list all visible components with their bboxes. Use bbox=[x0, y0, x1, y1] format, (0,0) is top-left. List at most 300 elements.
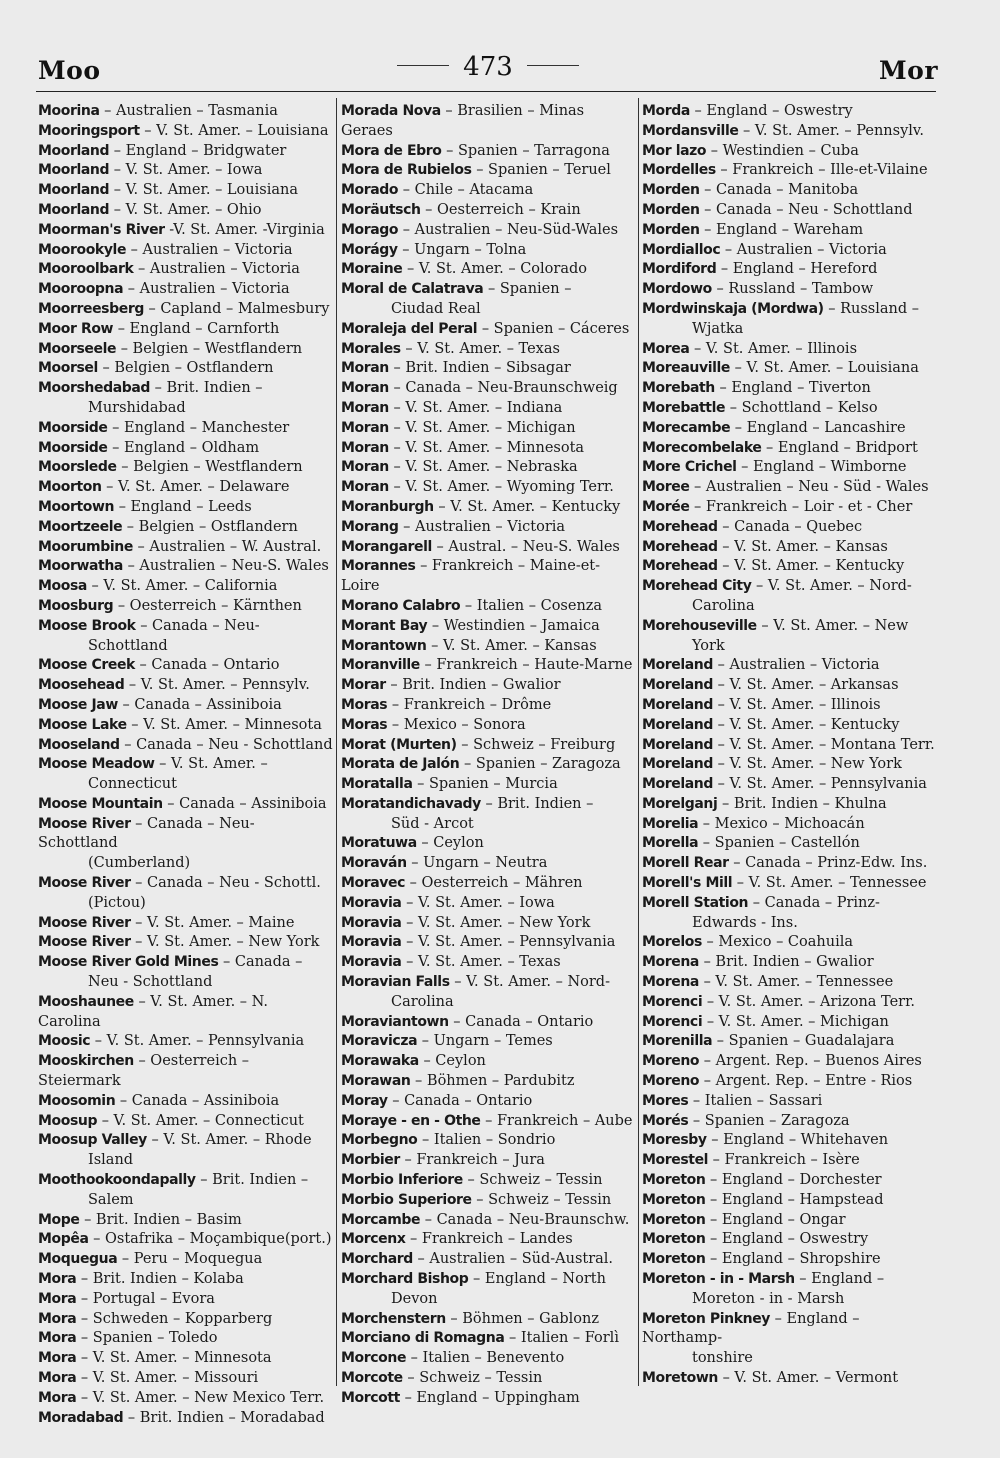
entry-term: Morangarell bbox=[341, 538, 432, 555]
entry-term: Morcenx bbox=[341, 1231, 406, 1248]
entry bbox=[38, 379, 334, 419]
entry bbox=[642, 300, 940, 340]
entry-term: Moreland bbox=[642, 716, 713, 733]
entry-term: Moreland bbox=[642, 776, 713, 793]
entry-term: Mordansville bbox=[642, 122, 739, 139]
entry-term: Moosup Valley bbox=[38, 1132, 147, 1149]
entry-term: Moratandichavady bbox=[341, 795, 481, 812]
entry-continuation: Island bbox=[88, 1152, 134, 1169]
entry-term: Morawan bbox=[341, 1073, 411, 1090]
entry bbox=[38, 1211, 334, 1231]
entry-location: – Canada – Assiniboia bbox=[115, 1092, 280, 1109]
entry-term: Mora de Ebro bbox=[341, 142, 442, 159]
entry-location: – Frankreich – Loir - et - Cher bbox=[689, 498, 913, 515]
entry-location: – Canada – Neu-Schottland bbox=[38, 815, 255, 852]
entry bbox=[38, 696, 334, 716]
entry-location: – V. St. Amer. – Michigan bbox=[702, 1013, 889, 1030]
entry-term: Moresby bbox=[642, 1132, 707, 1149]
entry-location: – Canada – Ontario bbox=[387, 1092, 533, 1109]
entry-term: Moran bbox=[341, 399, 389, 416]
entry bbox=[38, 280, 334, 300]
entry-location: – V. St. Amer. – Nord- bbox=[449, 974, 610, 991]
entry bbox=[341, 656, 637, 676]
entry bbox=[642, 1013, 940, 1033]
entry-continuation: Carolina bbox=[692, 597, 755, 614]
entry-term: Morbio Inferiore bbox=[341, 1172, 463, 1189]
entry-term: Morelia bbox=[642, 815, 699, 832]
entry bbox=[341, 894, 637, 914]
entry bbox=[642, 1310, 940, 1369]
entry-term: Mora bbox=[38, 1370, 77, 1386]
entry-continuation: Moreton - in - Marsh bbox=[692, 1290, 845, 1307]
entry-term: Moran bbox=[341, 459, 389, 476]
entry bbox=[341, 1092, 637, 1112]
entry bbox=[642, 241, 940, 261]
entry-continuation: Salem bbox=[88, 1191, 134, 1208]
entry bbox=[642, 1052, 940, 1072]
entry-location: – Canada – Ontario bbox=[134, 657, 280, 674]
entry bbox=[341, 1230, 637, 1250]
entry-term: Morda bbox=[642, 103, 690, 119]
entry-location: – V. St. Amer. – Tennessee bbox=[732, 875, 927, 892]
entry bbox=[38, 498, 334, 518]
entry-location: – England – Hereford bbox=[716, 261, 878, 278]
entry-term: Mores bbox=[642, 1092, 689, 1109]
entry bbox=[38, 736, 334, 756]
entry bbox=[341, 874, 637, 894]
page-number: 473 bbox=[463, 52, 513, 82]
entry-term: Moran bbox=[341, 419, 389, 436]
entry-term: Moran bbox=[341, 360, 389, 377]
entry bbox=[642, 834, 940, 854]
entry-location: – V. St. Amer. – Pennsylvania bbox=[401, 934, 616, 951]
entry bbox=[341, 775, 637, 795]
entry-term: Morés bbox=[642, 1112, 689, 1129]
entry bbox=[642, 1369, 940, 1389]
entry-location: – Australien – W. Austral. bbox=[132, 538, 322, 555]
entry bbox=[642, 973, 940, 993]
entry-term: Mooseland bbox=[38, 736, 120, 753]
entry-term: Morata de Jalón bbox=[341, 756, 460, 773]
entry bbox=[38, 1290, 334, 1310]
entry bbox=[642, 815, 940, 835]
entry-term: Moreton bbox=[642, 1191, 706, 1208]
entry-term: Moravia bbox=[341, 934, 402, 951]
entry-location: – Spanien – Toledo bbox=[76, 1330, 218, 1347]
entry-location: – V. St. Amer. – Wyoming Terr. bbox=[388, 479, 614, 496]
entry bbox=[341, 1369, 637, 1389]
entry-location: – Frankreich – Aube bbox=[480, 1112, 633, 1129]
entry bbox=[38, 201, 334, 221]
entry-term: Moorside bbox=[38, 439, 108, 456]
entry-term: Moreland bbox=[642, 736, 713, 753]
entry bbox=[642, 1112, 940, 1132]
entry bbox=[341, 617, 637, 637]
entry bbox=[341, 1112, 637, 1132]
entry-location: – Belgien – Ostflandern bbox=[122, 518, 298, 535]
entry-location: – Westindien – Cuba bbox=[706, 142, 859, 159]
entry-location: – Canada – Manitoba bbox=[699, 182, 859, 199]
entry-term: Moorside bbox=[38, 419, 108, 436]
entry-term: Morenilla bbox=[642, 1033, 713, 1050]
entry-location: – V. St. Amer. – Texas bbox=[400, 340, 560, 357]
entry bbox=[642, 676, 940, 696]
entry-location: – V. St. Amer. – N. Carolina bbox=[38, 993, 269, 1030]
entry-location: – England – Ongar bbox=[705, 1211, 846, 1228]
entry-location: – Schweiz – Tessin bbox=[402, 1370, 543, 1386]
entry-location: – Brit. Indien – Gwalior bbox=[698, 954, 874, 971]
entry-location: – Peru – Moquegua bbox=[117, 1251, 263, 1268]
entry bbox=[642, 993, 940, 1013]
entry-location: – Frankreich – Landes bbox=[405, 1231, 573, 1248]
entry-term: Moreauville bbox=[642, 360, 730, 377]
entry bbox=[38, 439, 334, 459]
entry bbox=[642, 379, 940, 399]
entry bbox=[341, 379, 637, 399]
entry-location: – Russland – Tambow bbox=[711, 281, 874, 298]
entry-location: – V. St. Amer. – Pennsylvania bbox=[90, 1033, 305, 1050]
entry-location: – England – Bridgwater bbox=[109, 142, 287, 159]
entry bbox=[642, 755, 940, 775]
entry-location: – Brit. Indien – bbox=[195, 1172, 309, 1189]
entry-term: Morebath bbox=[642, 380, 715, 397]
entry-location: – England – Oswestry bbox=[705, 1231, 869, 1248]
entry-term: Mordialloc bbox=[642, 241, 721, 258]
entry bbox=[341, 359, 637, 379]
entry-location: – V. St. Amer. – Iowa bbox=[109, 162, 263, 179]
entry-term: Moreton bbox=[642, 1211, 706, 1228]
entry bbox=[341, 1032, 637, 1052]
entry bbox=[341, 676, 637, 696]
entry bbox=[642, 439, 940, 459]
entry bbox=[341, 439, 637, 459]
entry bbox=[38, 260, 334, 280]
entry-location: – Canada – Neu - Schottl. bbox=[130, 875, 321, 892]
entry-column-3 bbox=[642, 102, 940, 1389]
entry-term: Moreland bbox=[642, 756, 713, 773]
entry-term: Moose River bbox=[38, 815, 131, 832]
entry-location: – Canada – Assiniboia bbox=[162, 795, 327, 812]
entry-term: Moree bbox=[642, 479, 690, 496]
entry-term: Morecombelake bbox=[642, 439, 762, 456]
entry-location: – V. St. Amer. – Vermont bbox=[717, 1370, 899, 1386]
entry bbox=[341, 1250, 637, 1270]
entry-term: Moreton Pinkney bbox=[642, 1310, 771, 1327]
entry-term: Moravec bbox=[341, 875, 406, 892]
entry bbox=[642, 795, 940, 815]
entry-term: Moravia bbox=[341, 914, 402, 931]
entry-term: Moorookyle bbox=[38, 241, 127, 258]
entry bbox=[38, 142, 334, 162]
entry bbox=[341, 538, 637, 558]
entry bbox=[341, 1349, 637, 1369]
entry-location: – England – Leeds bbox=[114, 498, 252, 515]
entry-location: – V. St. Amer. – Pennsylv. bbox=[738, 122, 924, 139]
entry-location: – Canada – Assiniboia bbox=[117, 696, 282, 713]
entry bbox=[642, 1211, 940, 1231]
entry-term: Morden bbox=[642, 182, 700, 199]
entry bbox=[38, 795, 334, 815]
entry-term: Mora bbox=[38, 1290, 77, 1307]
entry bbox=[38, 1032, 334, 1052]
entry bbox=[38, 122, 334, 142]
entry-location: – Canada – Neu-Braunschw. bbox=[420, 1211, 630, 1228]
entry bbox=[341, 518, 637, 538]
entry-location: – Spanien – Guadalajara bbox=[712, 1033, 895, 1050]
entry-term: Moorsel bbox=[38, 360, 98, 377]
entry-term: Morchard Bishop bbox=[341, 1271, 469, 1288]
entry bbox=[38, 1250, 334, 1270]
entry-location: – V. St. Amer. – Minnesota bbox=[388, 439, 585, 456]
entry-term: Moreno bbox=[642, 1053, 700, 1070]
entry-term: Moraine bbox=[341, 261, 403, 278]
entry-location: – V. St. Amer. – Nebraska bbox=[388, 459, 578, 476]
entry bbox=[642, 656, 940, 676]
entry-term: Morcambe bbox=[341, 1211, 421, 1228]
entry-term: Morágy bbox=[341, 241, 398, 258]
entry-term: Morecambe bbox=[642, 419, 731, 436]
entry-term: Moraván bbox=[341, 855, 407, 872]
entry-location: – Ungarn – Tolna bbox=[397, 241, 527, 258]
entry bbox=[642, 953, 940, 973]
entry-location: – Brit. Indien – Sibsagar bbox=[388, 360, 571, 377]
entry-term: Moräutsch bbox=[341, 201, 421, 218]
entry-term: Morea bbox=[642, 340, 690, 357]
entry-continuation: Devon bbox=[391, 1290, 438, 1307]
entry bbox=[341, 161, 637, 181]
entry bbox=[341, 142, 637, 162]
entry bbox=[38, 1092, 334, 1112]
entry-term: Moorshedabad bbox=[38, 380, 151, 397]
entry bbox=[341, 795, 637, 835]
entry-term: Morawaka bbox=[341, 1053, 419, 1070]
entry bbox=[642, 933, 940, 953]
entry-location: – Brasilien – Minas Geraes bbox=[341, 103, 585, 139]
entry bbox=[642, 161, 940, 181]
entry-location: – England – Wimborne bbox=[736, 459, 907, 476]
entry-location: – England – Bridport bbox=[761, 439, 918, 456]
entry-location: – Australien – Neu - Süd - Wales bbox=[689, 479, 929, 496]
entry bbox=[642, 736, 940, 756]
entry bbox=[642, 260, 940, 280]
entry bbox=[38, 755, 334, 795]
page-header bbox=[38, 52, 938, 88]
entry-term: Mooroopna bbox=[38, 281, 124, 298]
entry bbox=[341, 320, 637, 340]
entry-location: – V. St. Amer. – Louisiana bbox=[109, 182, 298, 199]
entry-location: – V. St. Amer. – Missouri bbox=[76, 1370, 259, 1386]
entry-location: – Belgien – Ostflandern bbox=[97, 360, 274, 377]
entry bbox=[38, 1052, 334, 1092]
entry-location: – V. St. Amer. – Louisiana bbox=[139, 122, 329, 139]
entry-location: – Argent. Rep. – Buenos Aires bbox=[699, 1053, 922, 1070]
entry bbox=[642, 577, 940, 617]
entry bbox=[341, 1151, 637, 1171]
entry-location: – Spanien – bbox=[483, 281, 572, 298]
entry-location: – England – Whitehaven bbox=[706, 1132, 889, 1149]
entry-term: Moorton bbox=[38, 479, 102, 496]
entry-location: – V. St. Amer. – Pennsylv. bbox=[124, 677, 310, 694]
entry-term: Moosup bbox=[38, 1112, 98, 1129]
entry bbox=[642, 696, 940, 716]
entry-term: Moor Row bbox=[38, 320, 114, 337]
entry-term: Moose River bbox=[38, 934, 131, 951]
entry-location: – Brit. Indien – bbox=[150, 380, 263, 397]
entry bbox=[642, 1151, 940, 1171]
entry-term: Moreland bbox=[642, 677, 713, 694]
entry-location: – Böhmen – Gablonz bbox=[445, 1310, 599, 1327]
entry-location: – Brit. Indien – Basim bbox=[79, 1211, 242, 1228]
entry-location: – Spanien – Cáceres bbox=[477, 320, 630, 337]
entry bbox=[341, 1191, 637, 1211]
entry-location: – Australien – Victoria bbox=[712, 657, 880, 674]
entry-column-1 bbox=[38, 102, 334, 1428]
entry-term: Moorman's River bbox=[38, 221, 165, 238]
entry-location: – V. St. Amer. – Montana Terr. bbox=[712, 736, 935, 753]
entry-term: Moorland bbox=[38, 182, 110, 199]
entry-term: Morell Rear bbox=[642, 855, 729, 872]
entry-term: Mordwinskaja (Mordwa) bbox=[642, 300, 824, 317]
entry bbox=[341, 399, 637, 419]
entry-term: Mope bbox=[38, 1211, 80, 1228]
entry-term: Morehead bbox=[642, 558, 718, 575]
entry-term: Moose Lake bbox=[38, 716, 127, 733]
entry-term: Morales bbox=[341, 340, 401, 357]
entry-location: – England – Lancashire bbox=[730, 419, 906, 436]
entry-location: – V. St. Amer. – Kansas bbox=[717, 538, 888, 555]
column-divider bbox=[638, 98, 639, 1386]
entry-location: – Frankreich – Ille-et-Vilaine bbox=[715, 162, 928, 179]
entry-location: – England – Dorchester bbox=[705, 1172, 882, 1189]
entry bbox=[38, 1369, 334, 1389]
entry bbox=[341, 1329, 637, 1349]
entry-term: Morantown bbox=[341, 637, 427, 654]
entry bbox=[642, 894, 940, 934]
entry-term: Morenci bbox=[642, 1013, 703, 1030]
entry bbox=[341, 1072, 637, 1092]
entry bbox=[341, 181, 637, 201]
entry-location: – Brit. Indien – Kolaba bbox=[76, 1271, 244, 1288]
entry-continuation: Edwards - Ins. bbox=[692, 914, 798, 931]
entry-location: – Mexico – Michoacán bbox=[698, 815, 865, 832]
entry bbox=[642, 716, 940, 736]
entry-location: – Italien – Sondrio bbox=[417, 1132, 556, 1149]
entry-term: Moreton bbox=[642, 1251, 706, 1268]
entry bbox=[38, 1329, 334, 1349]
entry-term: Moradabad bbox=[38, 1409, 124, 1426]
entry-term: Moravia bbox=[341, 894, 402, 911]
entry-location: – Ceylon bbox=[416, 835, 484, 852]
entry-location: – Australien – Victoria bbox=[398, 518, 566, 535]
entry-location: – England – Oldham bbox=[107, 439, 260, 456]
entry bbox=[38, 1171, 334, 1211]
entry-term: Morée bbox=[642, 498, 690, 515]
entry bbox=[38, 676, 334, 696]
entry-term: Mooskirchen bbox=[38, 1053, 134, 1070]
entry-location: – Portugal – Evora bbox=[76, 1290, 215, 1307]
entry-term: Moraleja del Peral bbox=[341, 320, 478, 337]
entry-location: – Italien – Benevento bbox=[406, 1350, 565, 1367]
entry bbox=[341, 1270, 637, 1310]
entry-continuation: (Cumberland) bbox=[88, 855, 191, 872]
header-left-guide-word: Moo bbox=[38, 56, 101, 85]
entry-term: Moorina bbox=[38, 103, 100, 119]
entry-term: Mora bbox=[38, 1310, 77, 1327]
entry bbox=[341, 260, 637, 280]
entry-term: Moran bbox=[341, 380, 389, 397]
entry-term: Moreland bbox=[642, 657, 713, 674]
entry bbox=[642, 102, 940, 122]
entry bbox=[341, 557, 637, 597]
entry-location: – V. St. Amer. – Colorado bbox=[402, 261, 587, 278]
entry bbox=[341, 1171, 637, 1191]
entry bbox=[642, 557, 940, 577]
entry-term: Morado bbox=[341, 182, 399, 199]
entry-term: Morbegno bbox=[341, 1132, 418, 1149]
entry bbox=[341, 201, 637, 221]
entry bbox=[341, 696, 637, 716]
entry-continuation: Neu - Schottland bbox=[88, 974, 213, 991]
entry-term: Moraye - en - Othe bbox=[341, 1112, 481, 1129]
entry-location: – Brit. Indien – bbox=[480, 795, 594, 812]
entry-location: – V. St. Amer. – Michigan bbox=[388, 419, 576, 436]
entry-term: Morannes bbox=[341, 558, 416, 575]
entry-location: – V. St. Amer. – Delaware bbox=[101, 479, 290, 496]
entry bbox=[38, 340, 334, 360]
entry bbox=[341, 1389, 637, 1409]
entry-location: – Schweden – Kopparberg bbox=[76, 1310, 273, 1327]
entry-location: – England – North bbox=[468, 1271, 606, 1288]
entry-location: – Brit. Indien – Khulna bbox=[717, 795, 887, 812]
entry-location: – Spanien – Teruel bbox=[471, 162, 611, 179]
entry bbox=[341, 933, 637, 953]
entry-location: – Italien – Cosenza bbox=[460, 597, 603, 614]
entry-term: Moranburgh bbox=[341, 498, 434, 515]
entry-location: – England – Oswestry bbox=[689, 103, 853, 119]
page-number-block bbox=[38, 52, 938, 82]
entry-term: Morebattle bbox=[642, 399, 726, 416]
entry bbox=[38, 1349, 334, 1369]
entry-term: Moose River bbox=[38, 914, 131, 931]
entry bbox=[341, 597, 637, 617]
entry-location: – Australien – Victoria bbox=[123, 281, 290, 298]
entry-location: – V. St. Amer. – Kentucky bbox=[712, 716, 900, 733]
entry-term: Moreno bbox=[642, 1073, 700, 1090]
entry-term: Moose Mountain bbox=[38, 795, 163, 812]
entry-location: – Austral. – Neu-S. Wales bbox=[431, 538, 620, 555]
entry-continuation: tonshire bbox=[692, 1350, 753, 1367]
entry-location: – V. St. Amer. – Arkansas bbox=[712, 677, 899, 694]
entry-term: More Crichel bbox=[642, 459, 737, 476]
entry-location: – Capland – Malmesbury bbox=[143, 300, 330, 317]
entry bbox=[642, 874, 940, 894]
entry-location: – Canada – Neu- bbox=[135, 617, 260, 634]
entry-location: – V. St. Amer. – New York bbox=[712, 756, 902, 773]
entry-term: Mora bbox=[38, 1350, 77, 1367]
entry-term: Morano Calabro bbox=[341, 597, 461, 614]
entry bbox=[38, 300, 334, 320]
entry-location: – England – Shropshire bbox=[705, 1251, 881, 1268]
entry-location: – Ceylon bbox=[418, 1053, 486, 1070]
entry-term: Moraviantown bbox=[341, 1013, 449, 1030]
entry-location: – Canada – Ontario bbox=[448, 1013, 594, 1030]
entry bbox=[642, 280, 940, 300]
entry bbox=[38, 577, 334, 597]
entry bbox=[642, 1270, 940, 1310]
entry-term: Mopêa bbox=[38, 1231, 89, 1248]
entry-location: – V. St. Amer. – Minnesota bbox=[76, 1350, 272, 1367]
entry-column-2 bbox=[341, 102, 637, 1409]
